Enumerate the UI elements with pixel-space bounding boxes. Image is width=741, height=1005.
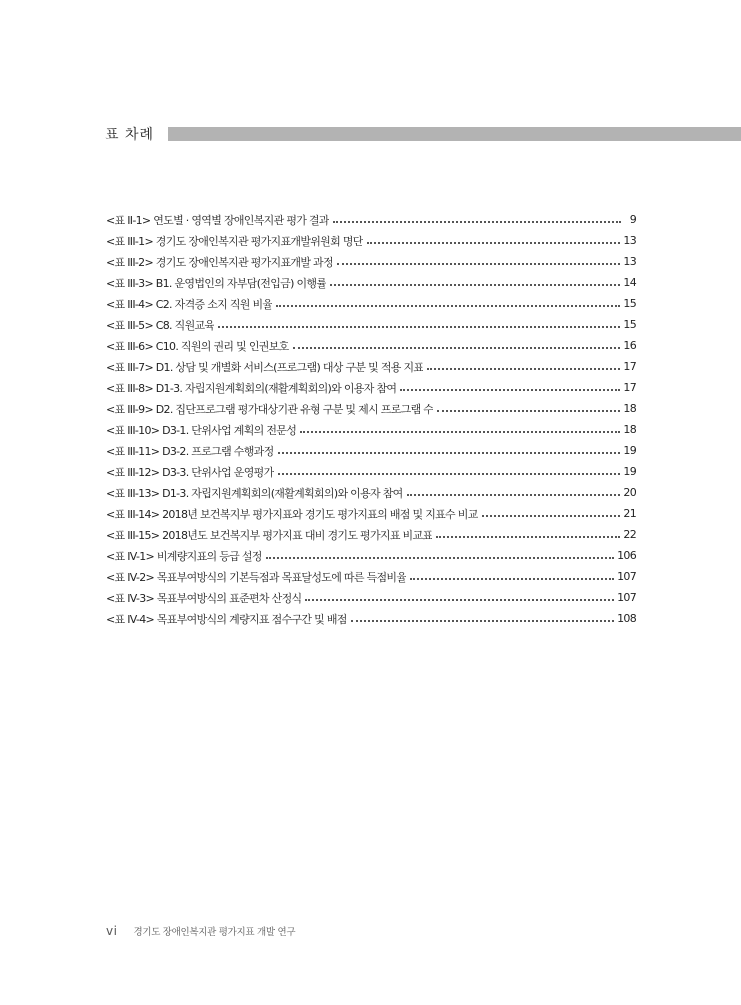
dot-leader: [218, 326, 620, 328]
toc-entry-text: [106, 401, 433, 417]
toc-entry-text: [106, 485, 403, 501]
toc-entry[interactable]: [106, 587, 636, 608]
toc-entry-title: D3-3. 단위사업 운영평가: [162, 465, 274, 479]
toc-entry-text: [106, 317, 214, 333]
toc-entry-page-number: 22: [623, 528, 636, 541]
toc-entry-label: <표 III-7>: [106, 360, 153, 374]
toc-entry-label: <표 III-12>: [106, 465, 160, 479]
toc-entry-page-number: 15: [623, 297, 636, 310]
dot-leader: [337, 263, 620, 265]
dot-leader: [278, 473, 621, 475]
toc-entry-title: C2. 자격증 소지 직원 비율: [155, 297, 273, 311]
toc-entry-text: [106, 254, 333, 270]
toc-entry-text: [106, 527, 432, 543]
dot-leader: [305, 599, 614, 601]
toc-entry-label: <표 III-6>: [106, 339, 153, 353]
toc-entry-page-number: 13: [623, 234, 636, 247]
heading-rule-bar: [168, 127, 741, 141]
toc-entry-title: C10. 직원의 권리 및 인권보호: [155, 339, 289, 353]
dot-leader: [482, 515, 621, 517]
toc-entry[interactable]: [106, 545, 636, 566]
toc-entry[interactable]: [106, 461, 636, 482]
toc-entry-page-number: 14: [623, 276, 636, 289]
toc-entry-page-number: 20: [623, 486, 636, 499]
toc-entry[interactable]: [106, 314, 636, 335]
dot-leader: [367, 242, 621, 244]
toc-entry-text: [106, 464, 274, 480]
toc-entry[interactable]: [106, 230, 636, 251]
toc-entry-label: <표 III-1>: [106, 234, 153, 248]
footer-page-number: vi: [106, 924, 118, 938]
toc-entry-label: <표 III-14>: [106, 507, 160, 521]
toc-entry-text: [106, 548, 262, 564]
toc-entry-label: <표 III-10>: [106, 423, 160, 437]
toc-entry-text: [106, 422, 296, 438]
dot-leader: [278, 452, 621, 454]
toc-entry[interactable]: [106, 293, 636, 314]
section-title: 표 차례: [105, 127, 155, 143]
toc-entry-label: <표 IV-4>: [106, 612, 155, 626]
toc-entry-title: 2018년 보건복지부 평가지표와 경기도 평가지표의 배점 및 지표수 비교: [162, 507, 478, 521]
toc-entry[interactable]: [106, 608, 636, 629]
dot-leader: [266, 557, 614, 559]
toc-entry-title: 경기도 장애인복지관 평가지표개발 과정: [155, 255, 333, 269]
toc-entry-title: 목표부여방식의 기본득점과 목표달성도에 따른 득점비율: [156, 570, 407, 584]
dot-leader: [410, 578, 614, 580]
toc-entry-page-number: 18: [623, 423, 636, 436]
toc-entry-text: [106, 506, 478, 522]
page-footer: [106, 924, 295, 938]
toc-entry-text: [106, 380, 396, 396]
footer-report-title: 경기도 장애인복지관 평가지표 개발 연구: [133, 927, 296, 938]
dot-leader: [427, 368, 620, 370]
toc-entry-text: [106, 611, 347, 627]
dot-leader: [276, 305, 620, 307]
toc-entry-page-number: 21: [623, 507, 636, 520]
toc-entry-text: [106, 212, 329, 228]
toc-entry[interactable]: [106, 209, 636, 230]
toc-entry-title: D1-3. 자립지원계획회의(재활계획회의)와 이용자 참여: [162, 486, 403, 500]
toc-entry[interactable]: [106, 356, 636, 377]
toc-entry-title: 비계량지표의 등급 설정: [156, 549, 262, 563]
dot-leader: [436, 536, 620, 538]
toc-entry-title: D3-1. 단위사업 계획의 전문성: [162, 423, 297, 437]
toc-entry-text: [106, 590, 301, 606]
toc-entry[interactable]: [106, 377, 636, 398]
toc-entry[interactable]: [106, 440, 636, 461]
toc-entry-page-number: 19: [623, 465, 636, 478]
dot-leader: [293, 347, 621, 349]
toc-entry-text: [106, 443, 274, 459]
toc-entry-label: <표 III-11>: [106, 444, 160, 458]
toc-entry-text: [106, 338, 289, 354]
table-of-contents-list: [106, 209, 636, 629]
toc-entry-text: [106, 233, 363, 249]
dot-leader: [330, 284, 620, 286]
toc-entry-label: <표 III-2>: [106, 255, 153, 269]
toc-entry-title: D2. 집단프로그램 평가대상기관 유형 구분 및 제시 프로그램 수: [155, 402, 434, 416]
toc-entry[interactable]: [106, 503, 636, 524]
toc-entry-title: 경기도 장애인복지관 평가지표개발위원회 명단: [155, 234, 363, 248]
toc-entry-label: <표 III-13>: [106, 486, 160, 500]
toc-entry[interactable]: [106, 251, 636, 272]
toc-entry-page-number: 13: [623, 255, 636, 268]
toc-entry-title: B1. 운영법인의 자부담(전입금) 이행률: [155, 276, 327, 290]
toc-entry[interactable]: [106, 398, 636, 419]
toc-entry[interactable]: [106, 524, 636, 545]
dot-leader: [300, 431, 620, 433]
section-heading: [105, 124, 741, 144]
dot-leader: [407, 494, 621, 496]
toc-entry-text: [106, 359, 423, 375]
toc-entry-page-number: 17: [623, 360, 636, 373]
toc-entry-title: D3-2. 프로그램 수행과정: [162, 444, 274, 458]
toc-entry-title: 연도별 · 영역별 장애인복지관 평가 결과: [153, 213, 329, 227]
toc-entry-title: D1-3. 자립지원계획회의(재활계획회의)와 이용자 참여: [155, 381, 397, 395]
toc-entry-label: <표 III-9>: [106, 402, 153, 416]
toc-entry-page-number: 18: [623, 402, 636, 415]
toc-entry-page-number: 108: [617, 612, 636, 625]
toc-entry-page-number: 15: [623, 318, 636, 331]
toc-entry-text: [106, 275, 326, 291]
toc-entry-label: <표 IV-3>: [106, 591, 155, 605]
toc-entry-page-number: 106: [617, 549, 636, 562]
toc-entry-title: C8. 직원교육: [155, 318, 215, 332]
toc-entry-label: <표 IV-2>: [106, 570, 155, 584]
toc-entry-page-number: 19: [623, 444, 636, 457]
toc-entry[interactable]: [106, 335, 636, 356]
toc-entry-title: 목표부여방식의 표준편차 산정식: [156, 591, 302, 605]
toc-entry-page-number: 9: [629, 213, 636, 226]
dot-leader: [333, 221, 621, 223]
toc-entry-page-number: 16: [623, 339, 636, 352]
toc-entry-text: [106, 296, 272, 312]
toc-entry-label: <표 III-4>: [106, 297, 153, 311]
toc-entry-label: <표 IV-1>: [106, 549, 155, 563]
toc-entry-text: [106, 569, 406, 585]
toc-entry-title: D1. 상담 및 개별화 서비스(프로그램) 대상 구분 및 적용 지표: [155, 360, 424, 374]
toc-entry[interactable]: [106, 566, 636, 587]
toc-entry[interactable]: [106, 482, 636, 503]
toc-entry-title: 2018년도 보건복지부 평가지표 대비 경기도 평가지표 비교표: [162, 528, 433, 542]
dot-leader: [400, 389, 620, 391]
dot-leader: [351, 620, 614, 622]
toc-entry-title: 목표부여방식의 계량지표 점수구간 및 배점: [156, 612, 347, 626]
toc-entry-label: <표 III-5>: [106, 318, 153, 332]
toc-entry[interactable]: [106, 419, 636, 440]
toc-entry-label: <표 III-3>: [106, 276, 153, 290]
toc-entry-page-number: 17: [623, 381, 636, 394]
toc-entry[interactable]: [106, 272, 636, 293]
toc-entry-page-number: 107: [617, 570, 636, 583]
toc-entry-label: <표 III-8>: [106, 381, 153, 395]
toc-entry-label: <표 III-15>: [106, 528, 160, 542]
toc-entry-page-number: 107: [617, 591, 636, 604]
dot-leader: [437, 410, 620, 412]
toc-entry-label: <표 II-1>: [106, 213, 151, 227]
